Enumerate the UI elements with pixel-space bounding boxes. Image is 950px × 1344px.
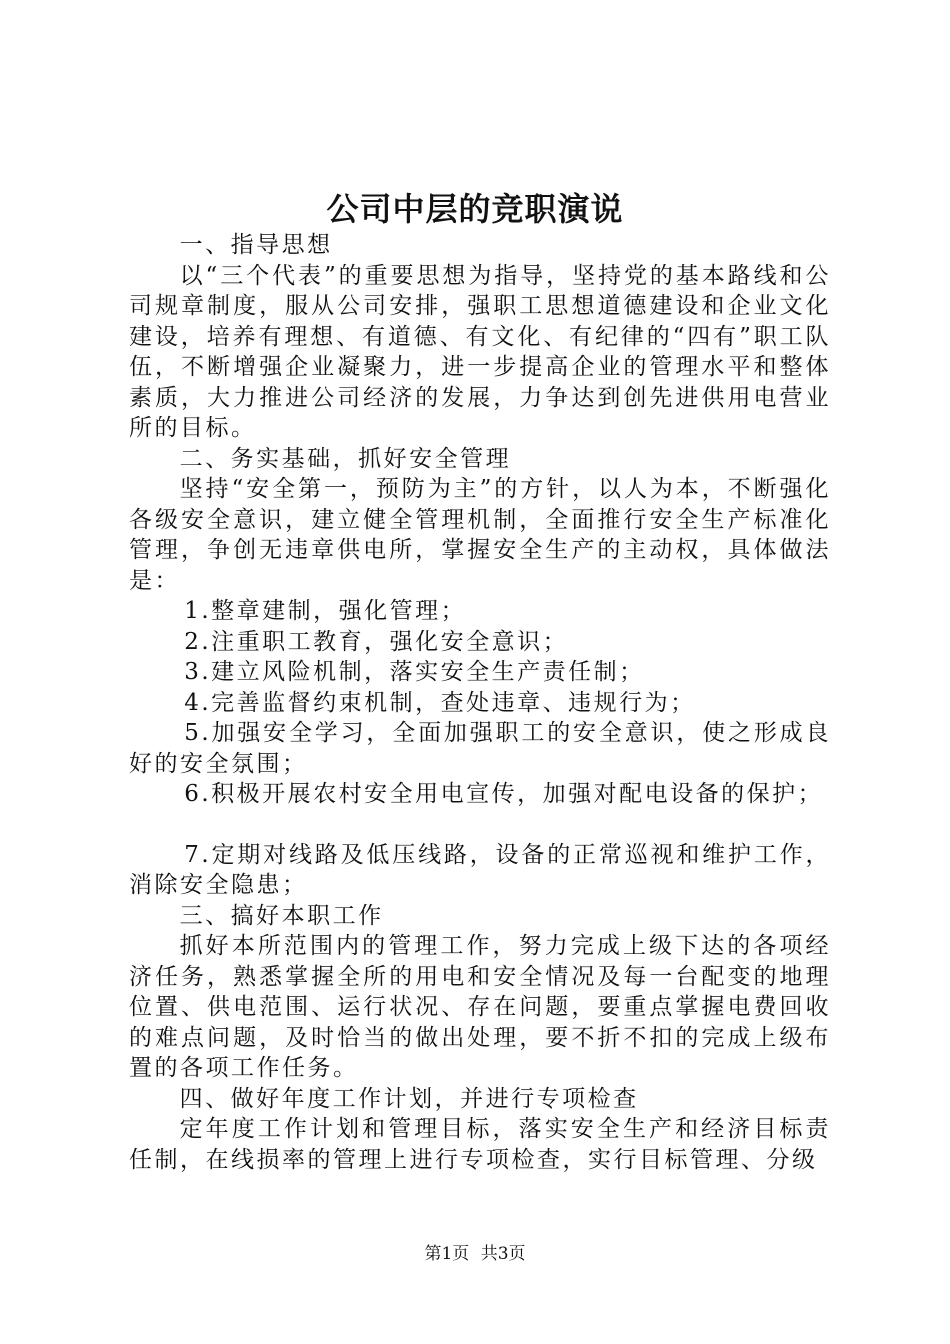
document-body (129, 230, 831, 1175)
section-heading-1: 一、指导思想 (179, 232, 333, 258)
document-title: 公司中层的竞职演说 (326, 190, 624, 228)
list-item-6: 6.积极开展农村安全用电宣传，加强对配电设备的保护； (184, 781, 824, 807)
body-paragraph-4: 定年度工作计划和管理目标，落实安全生产和经济目标责任制，在线损率的管理上进行专项检查，实行目标管理、分级 (129, 1116, 831, 1173)
list-item-1: 1.整章建制，强化管理； (184, 598, 467, 624)
page-footer (0, 1242, 950, 1266)
list-item-5: 5.加强安全学习，全面加强职工的安全意识，使之形成良好的安全氛围； (129, 720, 831, 777)
section-heading-2: 二、务实基础，抓好安全管理 (179, 445, 512, 472)
list-item-4: 4.完善监督约束机制，查处违章、违规行为； (184, 689, 696, 716)
body-paragraph-3: 抓好本所范围内的管理工作，努力完成上级下达的各项经济任务，熟悉掌握全所的用电和安全情况及每一台配变的地理位置、供电范围、运行状况、存在问题，要重点掌握电费回收的难点问题，及时恰当的做出处理，要不折不扣的完成上级布置的各项工作任务。 (129, 933, 831, 1081)
list-item-2: 2.注重职工教育，强化安全意识； (184, 628, 569, 655)
body-paragraph-2: 坚持“安全第一，预防为主”的方针，以人为本，不断强化各级安全意识，建立健全管理机制，全面推行安全生产标准化管理，争创无违章供电所，掌握安全生产的主动权，具体做法是： (129, 476, 831, 594)
page-total: 共3页 (480, 1244, 526, 1264)
body-paragraph-1: 以“三个代表”的重要思想为指导，坚持党的基本路线和公司规章制度，服从公司安排，强职工思想道德建设和企业文化建设，培养有理想、有道德、有文化、有纪律的“四有”职工队伍，不断增强企业凝聚力，进一步提高企业的管理水平和整体素质，大力推进公司经济的发展，力争达到创先进供用电营业所的目标。 (129, 262, 831, 441)
list-item-7: 7.定期对线路及低压线路，设备的正常巡视和维护工作，消除安全隐患； (129, 841, 831, 898)
section-heading-3: 三、搞好本职工作 (179, 902, 384, 929)
page-number: 第1页 (424, 1244, 470, 1264)
list-item-3: 3.建立风险机制，落实安全生产责任制； (184, 659, 645, 685)
section-heading-4: 四、做好年度工作计划，并进行专项检查 (179, 1085, 639, 1112)
